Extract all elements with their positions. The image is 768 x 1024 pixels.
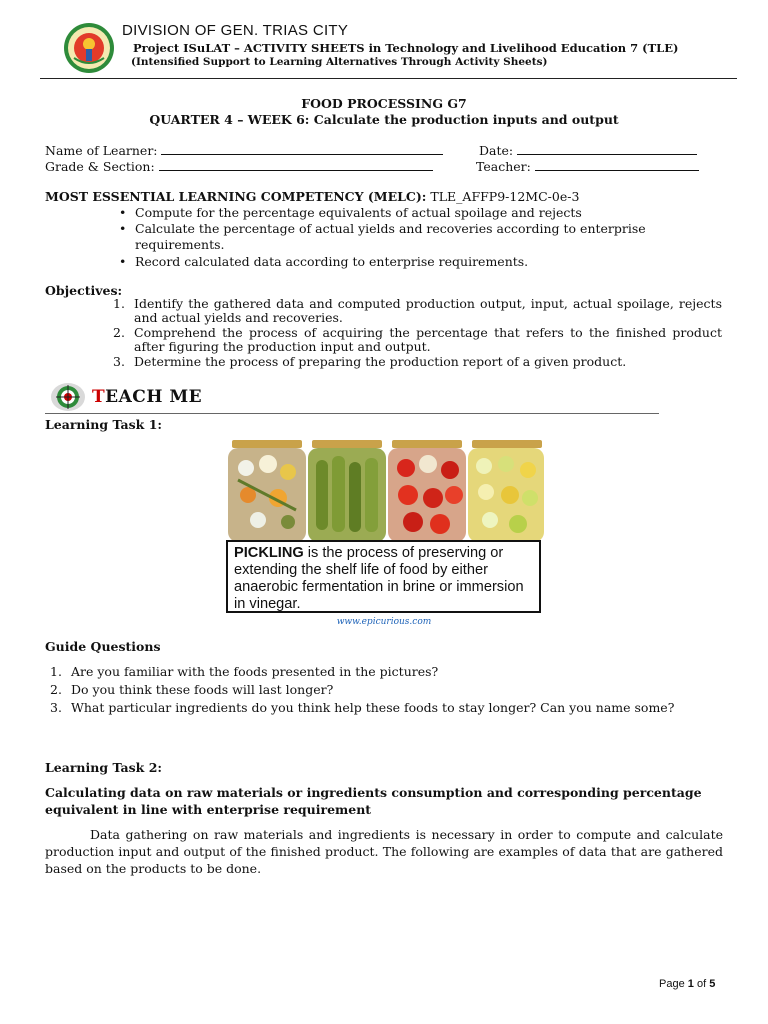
grade-section-field[interactable] — [45, 159, 433, 174]
task2-paragraph: Data gathering on raw materials and ingredients is necessary in order to compute and calculate production input and output of the finished product. The following are examples of data that are gathered based on the products to be done. — [45, 827, 723, 876]
page-number: Page 1 of 5 — [659, 978, 716, 990]
grade-section-line[interactable] — [159, 159, 433, 171]
week-title: QUARTER 4 – WEEK 6: Calculate the production inputs and output — [149, 112, 619, 127]
learner-name-label: Name of Learner: — [45, 143, 158, 158]
melc-item: • Compute for the percentage equivalents of actual spoilage and rejects — [115, 205, 719, 221]
target-icon — [50, 382, 86, 412]
guide-question: 3. What particular ingredients do you think help these foods to stay longer? Can you name some? — [50, 700, 675, 715]
objectives-label: Objectives: — [45, 283, 123, 298]
pickling-caption-box — [226, 540, 541, 613]
melc-item: • Record calculated data according to enterprise requirements. — [115, 254, 719, 270]
pickled-jars-image — [228, 440, 544, 542]
division-seal-logo — [60, 22, 118, 74]
image-credit-link[interactable]: www.epicurious.com — [336, 617, 432, 627]
pickling-definition: is the process of preserving or extending the shelf life of food by either anaerobic fermentation in brine or immersion in vinegar. — [234, 545, 524, 612]
teach-me-divider — [45, 413, 659, 414]
objective-item: 3. Determine the process of preparing the production report of a given product. — [113, 354, 627, 369]
teacher-field[interactable] — [476, 159, 699, 174]
guide-question: 1. Are you familiar with the foods presented in the pictures? — [50, 664, 439, 679]
objectives-list — [113, 297, 722, 370]
date-field[interactable] — [479, 143, 697, 158]
task2-label: Learning Task 2: — [45, 760, 163, 775]
guide-questions-label: Guide Questions — [45, 639, 161, 654]
teach-me-heading: TEACH ME — [92, 387, 203, 407]
header-divider — [40, 78, 737, 79]
learner-name-field[interactable] — [45, 143, 443, 158]
melc-item: • Calculate the percentage of actual yields and recoveries according to enterprise requirements. — [115, 221, 719, 253]
teacher-line[interactable] — [535, 159, 699, 171]
date-label: Date: — [479, 143, 514, 158]
pickling-term: PICKLING — [234, 545, 304, 561]
melc-label: MOST ESSENTIAL LEARNING COMPETENCY (MELC): — [45, 189, 427, 204]
date-line[interactable] — [517, 143, 697, 155]
project-title: Project ISuLAT – ACTIVITY SHEETS in Technology and Livelihood Education 7 (TLE) — [133, 41, 679, 55]
subject-title: FOOD PROCESSING G7 — [301, 96, 467, 111]
learner-name-line[interactable] — [161, 143, 443, 155]
teacher-label: Teacher: — [476, 159, 531, 174]
objective-item: 1. Identify the gathered data and computed production output, input, actual spoilage, rejects and actual yields and recoveries. — [113, 296, 722, 325]
task2-heading: Calculating data on raw materials or ingredients consumption and corresponding percentage equivalent in line with enterprise requirement — [45, 785, 702, 817]
grade-section-label: Grade & Section: — [45, 159, 155, 174]
project-subtitle: (Intensified Support to Learning Alternatives Through Activity Sheets) — [131, 56, 548, 68]
melc-heading — [45, 189, 579, 204]
division-name: DIVISION OF GEN. TRIAS CITY — [122, 22, 349, 39]
objective-item: 2. Comprehend the process of acquiring the percentage that refers to the finished product after figuring the production input and output. — [113, 325, 722, 354]
melc-code: TLE_AFFP9-12MC-0e-3 — [430, 189, 580, 204]
melc-list — [115, 205, 719, 270]
guide-questions-list — [50, 663, 723, 717]
task1-label: Learning Task 1: — [45, 417, 163, 432]
guide-question: 2. Do you think these foods will last longer? — [50, 682, 334, 697]
